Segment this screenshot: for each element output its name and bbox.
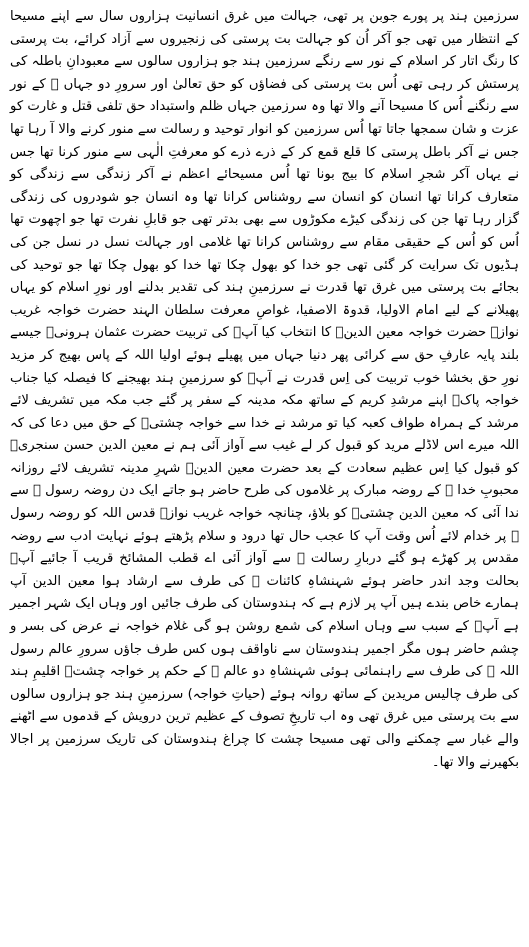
body-paragraph: سرزمین ہند پر پورے جوبن پر تھی، جہالت میں غرق انسانیت ہزاروں سال سے اپنے مسیحا کے انتظار میں تھی جو آکر اُن کو جہالت بت پرستی کی زنجیروں سے آزاد کرائے، بت پرستی کا رنگ اتار کر اسلام کے نور سے رنگے سرزمین ہند جو ہزاروں سالوں سے معبودانِ باطلہ کی پرستش کر رہی تھی اُس بت پرستی کی فضاؤں کو حق تعالیٰ اور سرورِ دو جہاں ﷺ کے نور سے رنگنے اُس کا مسیحا آنے والا تھا وہ سرزمین جہاں ظلم واستبداد حق تلفی قتل و غارت کو عزت و شان سمجھا جاتا تھا اُس سرزمین کو انوار توحید و رسالت سے منور کرنے والا آ رہا تھا جس نے آکر باطل پرستی کا قلع قمع کر کے ذرے ذرے کو معرفتِ الٰہی سے منور کرنا تھا جس نے یہاں آکر شجرِ اسلام کا بیج بونا تھا اُس مسیحائے اعظم نے آکر زندگی سے زندگی کو متعارف کرانا تھا انسان کو انسان سے روشناس کرانا تھا وہ انسان جو شودروں کی زندگی گزار رہا تھا جن کی زندگی کیڑے مکوڑوں سے بھی بدتر تھی جو قابلِ نفرت تھا جو اچھوت تھا اُس کو اُس کے حقیقی مقام سے روشناس کرانا تھا غلامی اور جہالت نسل در نسل جن کی ہڈیوں تک سرایت کر گئی تھی جو خدا کو بھول چکا تھا خدا کو بھول چکا تھا جو توحید کی بجائے بت پرستی میں غرق تھا قدرت نے سرزمینِ ہند کی تقدیر بدلنے اور نورِ اسلام کو یہاں پھیلانے کے لیے امام الاولیا، قدوۃ الاصفیا، غواصِ معرفت سلطان الہند حضرت خواجہ غریب نوازؒ حضرت خواجہ معین الدینؒ کا انتخاب کیا آپؒ کی تربیت حضرت عثمان ہرونیؒ جیسے بلند پایہ عارفِ حق سے کرائی پھر دنیا جہاں میں پھیلے ہوئے اولیا اللہ کے پاس بھیج کر مزید نورِ حق بخشا خوب تربیت کی اِس قدرت نے آپؒ کو سرزمینِ ہند بھیجنے کا فیصلہ کیا جناب خواجہ پاکؒ اپنے مرشدِ کریم کے ساتھ مکہ مدینہ کے سفر پر گئے جب مکہ میں تشریف لائے مرشد کے ہمراہ طواف کعبہ کیا تو مرشد نے خدا سے خواجہ چشتیؒ کے حق میں دعا کی کہ اللہ میرے اس لاڈلے مرید کو قبول کر لے غیب سے آواز آئی ہم نے معین الدین حسن سنجریؒ کو قبول کیا اِس عظیم سعادت کے بعد حضرت معین الدینؒ شہرِ مدینہ تشریف لائے روزانہ محبوبِ خدا ﷺ کے روضہ مبارک پر غلاموں کی طرح حاضر ہو جاتے ایک دن روضہ رسول ﷺ سے ندا آئی کہ معین الدین چشتیؒ کو بلاؤ، چنانچہ خواجہ غریب نوازؒ قدس اللہ کو روضہ رسول ﷺ پر خدام لائے اُس وقت آپ کا عجب حال تھا درود و سلام پڑھتے ہوئے نہایت ادب سے روضہ مقدس پر کھڑے ہو گئے دربارِ رسالت ﷺ سے آواز آئی اے قطب المشائخ قریب آ جائیے آپؒ بحالت وجد اندر حاضر ہوئے شہنشاہِ کائنات ﷺ کی طرف سے ارشاد ہوا معین الدین آپ ہمارے خاص بندے ہیں آپ پر لازم ہے کہ ہندوستان کی طرف جائیں اور وہاں ایک شہر اجمیر ہے آپؒ کے سبب سے وہاں اسلام کی شمع روشن ہو گی غلام خواجہ نے عرض کی بسر و چشم حاضر ہوں مگر اجمیر ہندوستان سے ناواقف ہوں کس طرف جاؤں سرورِ عالم رسول اللہ ﷺ کی طرف سے راہنمائی ہوئی شہنشاہِ دو عالم ﷺ کے حکم پر خواجہ چشتؒ اقلیمِ ہند کی طرف چالیس مریدین کے ساتھ روانہ ہوئے (حیاتِ خواجہ) سرزمینِ ہند جو ہزاروں سالوں سے بت پرستی میں غرق تھی وہ اب تاریخِ تصوف کے عظیم ترین درویش کے قدموں سے اٹھنے والے غبار سے چمکنے والی تھی مسیحا چشت کا چراغ ہندوستان کی تاریک سرزمین پر اجالا بکھیرنے والا تھا۔	[10, 9, 519, 770]
urdu-text-block	[10, 6, 519, 774]
